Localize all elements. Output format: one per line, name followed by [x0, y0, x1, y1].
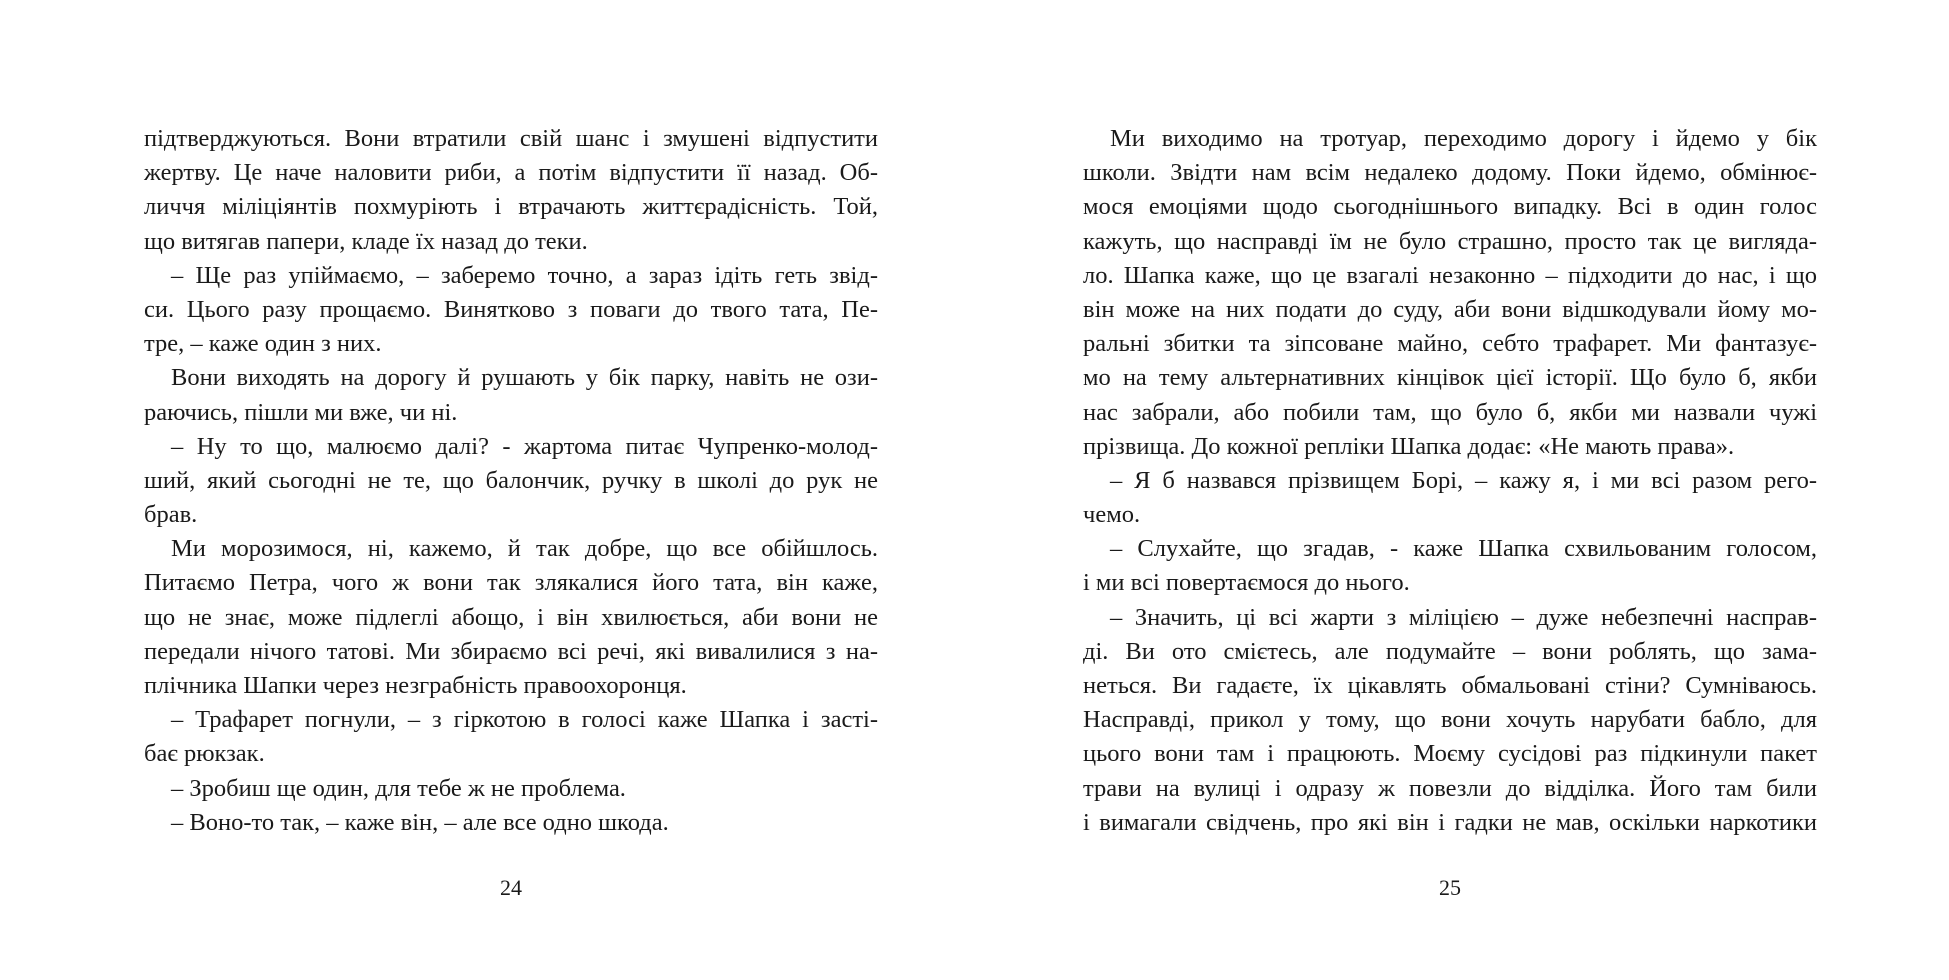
text-line: Ми морозимося, ні, кажемо, й так добре, що все обійшлось. [171, 535, 878, 563]
text-line: і вимагали свідчень, про які він і гадки не мав, оскільки наркотики [1083, 808, 1817, 836]
text-line: – Слухайте, що згадав, - каже Шапка схвильованим голосом, [1110, 535, 1817, 563]
left-page-text [144, 122, 878, 840]
text-line: ральні збитки та зіпсоване майно, себто трафарет. Ми фантазує- [1083, 330, 1817, 358]
text-line: ший, який сьогодні не те, що балончик, ручку в школі до рук не [144, 466, 878, 494]
text-line: – Ну то що, малюємо далі? - жартома питає Чупренко-молод- [171, 432, 878, 460]
text-line: – Трафарет погнули, – з гіркотою в голосі каже Шапка і засті- [171, 706, 878, 734]
text-line: плічника Шапки через незграбність правоохоронця. [144, 672, 687, 699]
right-page-text [1083, 122, 1817, 840]
text-line: цього вони там і працюють. Моєму сусідові раз підкинули пакет [1083, 740, 1817, 768]
text-line: школи. Звідти нам всім недалеко додому. Поки йдемо, обмінює- [1083, 159, 1817, 187]
text-line: кажуть, що насправді їм не було страшно, просто так це виглядa- [1083, 227, 1817, 255]
text-line: ді. Ви ото смієтесь, але подумайте – вони роблять, що зама- [1083, 637, 1817, 665]
text-line: – Ще раз упіймаємо, – заберемо точно, а зараз ідіть геть звід- [171, 261, 878, 289]
text-line: Питаємо Петра, чого ж вони так злякалися його тата, він каже, [144, 569, 878, 597]
text-line: – Значить, ці всі жарти з міліцією – дуже небезпечні насправ- [1110, 603, 1817, 631]
text-line: си. Цього разу прощаємо. Винятково з поваги до твого тата, Пе- [144, 295, 878, 323]
text-line: раючись, пішли ми вже, чи ні. [144, 398, 458, 426]
text-line: він може на них подати до суду, аби вони відшкодували йому мо- [1083, 295, 1817, 323]
text-line: підтверджуються. Вони втратили свій шанс і змушені відпустити [144, 125, 878, 152]
text-line: личчя міліціянтів похмуріють і втрачають життєрадісність. Той, [144, 193, 878, 221]
text-line: Ми виходимо на тротуар, переходимо дорогу і йдемо у бік [1110, 125, 1817, 152]
text-line: – Зробиш ще один, для тебе ж не проблема. [171, 774, 626, 802]
page-number: 25 [1439, 875, 1461, 900]
text-line: брав. [144, 501, 198, 529]
text-line: нас забрали, або побили там, що було б, якби ми назвали чужі [1083, 398, 1817, 426]
text-line: мося емоціями щодо сьогоднішнього випадку. Всі в один голос [1083, 193, 1817, 221]
text-line: чемо. [1083, 501, 1141, 529]
left-page [144, 0, 878, 980]
text-line: жертву. Це наче наловити риби, а потім відпустити її назад. Об- [144, 159, 878, 187]
text-line: тре, – каже один з них. [144, 330, 382, 358]
text-line: і ми всі повертаємося до нього. [1083, 569, 1410, 597]
page-number: 24 [500, 875, 522, 900]
text-line: трави на вулиці і одразу ж повезли до відділка. Його там били [1083, 774, 1817, 802]
text-line: прізвища. До кожної репліки Шапка додає: «Не мають права». [1083, 432, 1735, 460]
text-line: мо на тему альтернативних кінцівок цієї історії. Що було б, якби [1083, 364, 1817, 392]
text-line: неться. Ви гадаєте, їх цікавлять обмальовані стіни? Сумніваюсь. [1083, 672, 1817, 699]
text-line: бає рюкзак. [144, 740, 265, 768]
text-line: передали нічого татові. Ми збираємо всі речі, які вивалилися з на- [144, 637, 878, 665]
text-line: – Воно-то так, – каже він, – але все одно шкода. [171, 808, 669, 836]
text-line: що не знає, може підлеглі абощо, і він хвилюється, аби вони не [144, 603, 878, 631]
text-line: – Я б назвався прізвищем Борі, – кажу я, і ми всі разом рего- [1110, 466, 1817, 494]
text-line: що витягав папери, кладе їх назад до теки. [144, 227, 588, 255]
right-page [1083, 0, 1817, 980]
text-line: ло. Шапка каже, що це взагалі незаконно – підходити до нас, і що [1083, 261, 1817, 289]
text-line: Вони виходять на дорогу й рушають у бік парку, навіть не ози- [171, 364, 878, 392]
text-line: Насправді, прикол у тому, що вони хочуть нарубати бабло, для [1083, 706, 1817, 734]
